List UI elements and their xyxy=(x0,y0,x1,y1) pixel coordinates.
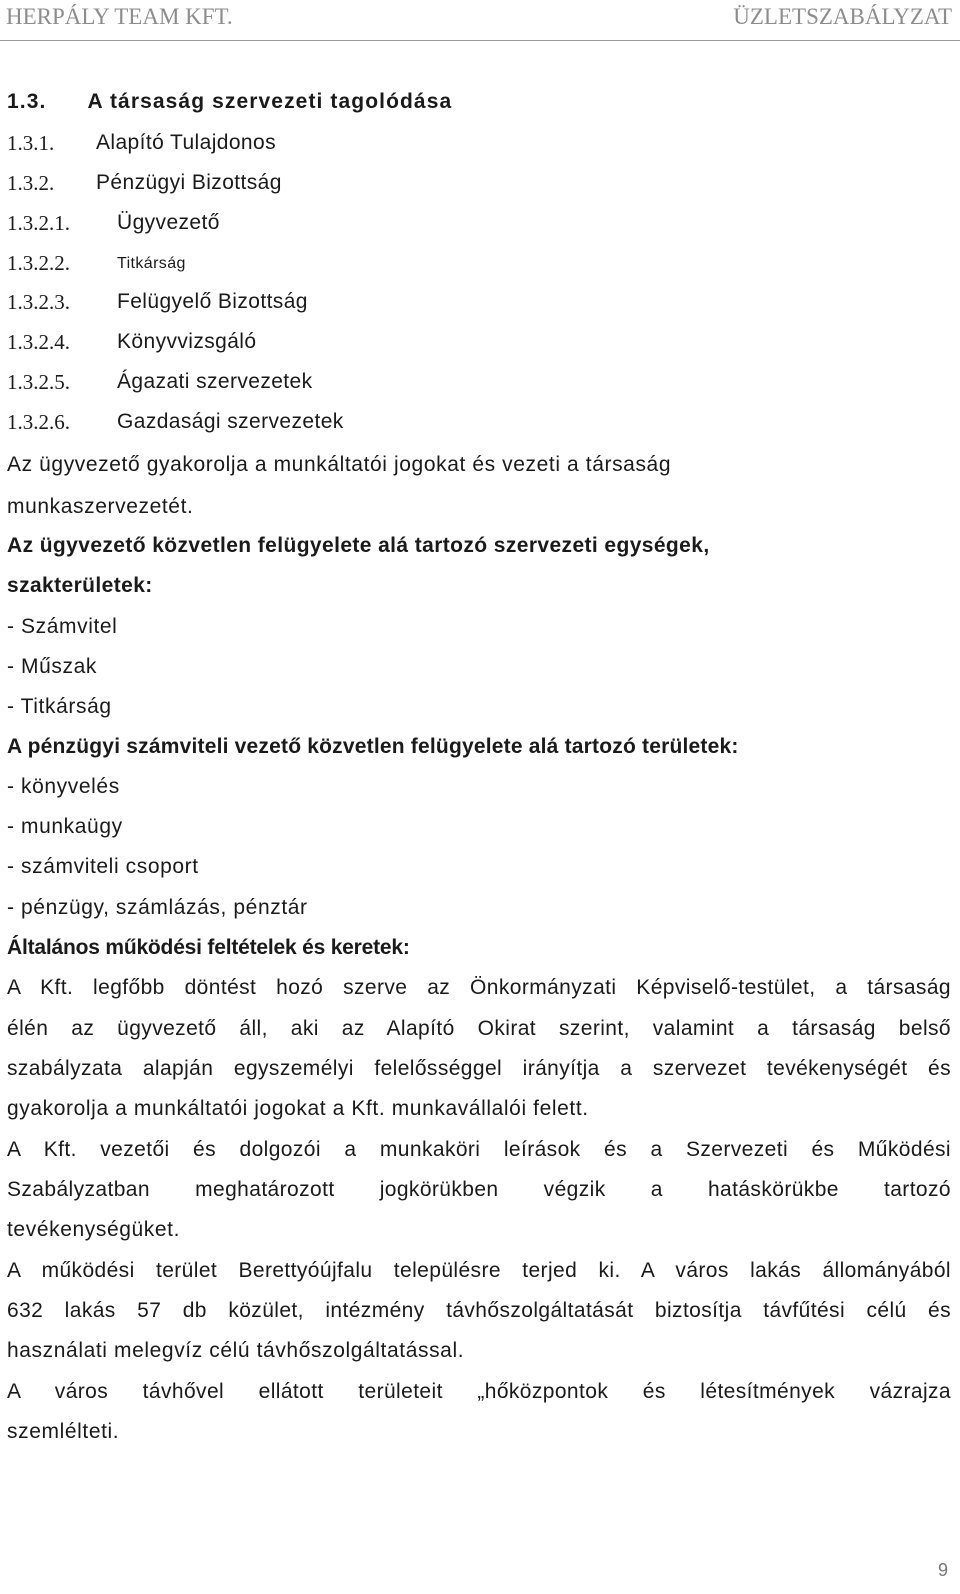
toc-entry: Titkárság xyxy=(117,255,186,272)
paragraph-line: A Kft. legfőbb döntést hozó szerve az Önkormányzati Képviselő-testület, a társaság xyxy=(7,976,951,999)
list-item: - Műszak xyxy=(7,655,97,678)
block-heading: szakterületek: xyxy=(7,574,153,597)
list-item: - könyvelés xyxy=(7,775,120,798)
paragraph-line: szemlélteti. xyxy=(7,1420,120,1443)
list-item: - Titkárság xyxy=(7,695,112,718)
toc-number: 1.3.2.2. xyxy=(7,251,70,275)
toc-entry: Alapító Tulajdonos xyxy=(96,131,276,154)
list-item: - számviteli csoport xyxy=(7,855,199,878)
toc-entry: Gazdasági szervezetek xyxy=(117,410,344,433)
paragraph-line: Szabályzatban meghatározott jogkörükben végzik a hatáskörükbe tartozó xyxy=(7,1178,951,1201)
paragraph-line: gyakorolja a munkáltatói jogokat a Kft. munkavállalói felett. xyxy=(7,1097,589,1120)
company-name: HERPÁLY TEAM KFT. xyxy=(6,4,233,29)
toc-entry: Ügyvezető xyxy=(117,211,220,234)
toc-entry: Könyvvizsgáló xyxy=(117,330,257,353)
paragraph-line: használati melegvíz célú távhőszolgáltatással. xyxy=(7,1339,465,1362)
section-number: 1.3. xyxy=(7,90,47,113)
intro-line: munkaszervezetét. xyxy=(7,495,194,518)
section-title: A társaság szervezeti tagolódása xyxy=(87,90,453,113)
block-heading: Általános működési feltételek és keretek: xyxy=(7,936,410,959)
toc-entry: Pénzügyi Bizottság xyxy=(96,171,282,194)
header-divider xyxy=(0,40,960,41)
paragraph-line: tevékenységüket. xyxy=(7,1218,181,1241)
toc-number: 1.3.2.4. xyxy=(7,330,70,354)
section-heading xyxy=(7,90,452,114)
toc-number: 1.3.2.1. xyxy=(7,211,70,235)
list-item: - pénzügy, számlázás, pénztár xyxy=(7,896,308,919)
page-number: 9 xyxy=(937,1560,948,1580)
paragraph-line: A Kft. vezetői és dolgozói a munkaköri leírások és a Szervezeti és Működési xyxy=(7,1138,951,1161)
paragraph-line: A működési terület Berettyóújfalu településre terjed ki. A város lakás állományából xyxy=(7,1259,951,1282)
intro-line: Az ügyvezető gyakorolja a munkáltatói jogokat és vezeti a társaság xyxy=(7,453,672,476)
block-heading: A pénzügyi számviteli vezető közvetlen felügyelete alá tartozó területek: xyxy=(7,735,739,758)
list-item: - munkaügy xyxy=(7,815,123,838)
paragraph-line: A város távhővel ellátott területeit „hőközpontok és létesítmények vázrajza xyxy=(7,1380,951,1403)
toc-number: 1.3.2. xyxy=(7,171,55,195)
toc-number: 1.3.2.6. xyxy=(7,410,70,434)
toc-number: 1.3.2.5. xyxy=(7,370,70,394)
paragraph-line: 632 lakás 57 db közület, intézmény távhőszolgáltatását biztosítja távfűtési célú és xyxy=(7,1299,951,1322)
block-heading: Az ügyvezető közvetlen felügyelete alá tartozó szervezeti egységek, xyxy=(7,534,710,557)
toc-entry: Ágazati szervezetek xyxy=(117,370,313,393)
toc-number: 1.3.1. xyxy=(7,131,55,155)
paragraph-line: szabályzata alapján egyszemélyi felelősséggel irányítja a szervezet tevékenységét és xyxy=(7,1057,951,1080)
toc-number: 1.3.2.3. xyxy=(7,290,70,314)
list-item: - Számvitel xyxy=(7,615,118,638)
toc-entry: Felügyelő Bizottság xyxy=(117,290,308,313)
paragraph-line: élén az ügyvezető áll, aki az Alapító Okirat szerint, valamint a társaság belső xyxy=(7,1017,951,1040)
page-header xyxy=(0,0,960,40)
document-title: ÜZLETSZABÁLYZAT xyxy=(733,4,952,29)
